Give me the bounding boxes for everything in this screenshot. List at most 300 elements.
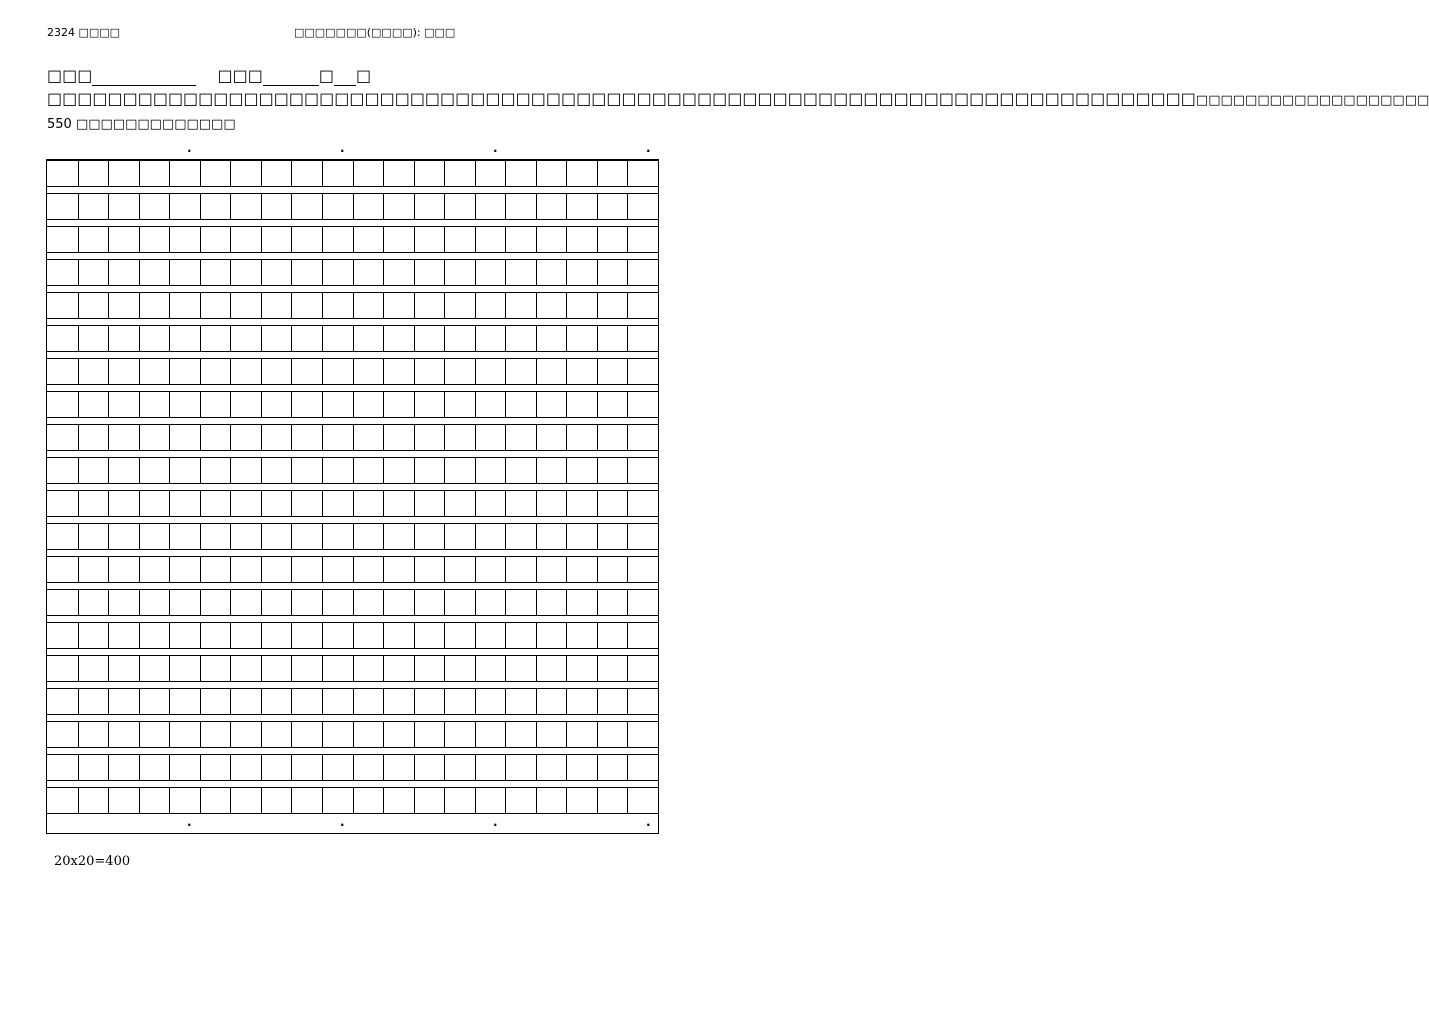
- grid-cell[interactable]: [505, 293, 536, 318]
- grid-cell[interactable]: [353, 326, 384, 351]
- grid-cell[interactable]: [566, 524, 597, 549]
- grid-cell[interactable]: [536, 722, 567, 747]
- grid-cell[interactable]: [536, 491, 567, 516]
- grid-cell[interactable]: [78, 491, 109, 516]
- grid-cell[interactable]: [108, 689, 139, 714]
- grid-cell[interactable]: [230, 359, 261, 384]
- grid-cell[interactable]: [414, 524, 445, 549]
- grid-cell[interactable]: [322, 590, 353, 615]
- grid-cell[interactable]: [566, 755, 597, 780]
- grid-cell[interactable]: [322, 359, 353, 384]
- grid-cell[interactable]: [475, 194, 506, 219]
- grid-cell[interactable]: [597, 458, 628, 483]
- grid-cell[interactable]: [139, 293, 170, 318]
- grid-cell[interactable]: [230, 788, 261, 813]
- grid-cell[interactable]: [353, 689, 384, 714]
- grid-cell[interactable]: [536, 656, 567, 681]
- grid-cell[interactable]: [597, 161, 628, 186]
- grid-cell[interactable]: [291, 227, 322, 252]
- grid-cell[interactable]: [169, 755, 200, 780]
- grid-cell[interactable]: [108, 524, 139, 549]
- grid-cell[interactable]: [139, 260, 170, 285]
- grid-cell[interactable]: [383, 293, 414, 318]
- grid-cell[interactable]: [261, 656, 292, 681]
- grid-cell[interactable]: [108, 557, 139, 582]
- grid-cell[interactable]: [230, 392, 261, 417]
- grid-cell[interactable]: [414, 491, 445, 516]
- grid-cell[interactable]: [322, 656, 353, 681]
- grid-cell[interactable]: [383, 425, 414, 450]
- grid-cell[interactable]: [627, 590, 658, 615]
- grid-cell[interactable]: [444, 260, 475, 285]
- grid-cell[interactable]: [627, 260, 658, 285]
- grid-cell[interactable]: [78, 260, 109, 285]
- grid-cell[interactable]: [200, 689, 231, 714]
- grid-cell[interactable]: [291, 425, 322, 450]
- grid-cell[interactable]: [597, 623, 628, 648]
- grid-cell[interactable]: [444, 359, 475, 384]
- grid-cell[interactable]: [566, 458, 597, 483]
- grid-cell[interactable]: [475, 557, 506, 582]
- grid-cell[interactable]: [261, 227, 292, 252]
- grid-cell[interactable]: [353, 524, 384, 549]
- grid-cell[interactable]: [261, 722, 292, 747]
- grid-cell[interactable]: [261, 293, 292, 318]
- grid-cell[interactable]: [139, 755, 170, 780]
- grid-cell[interactable]: [566, 557, 597, 582]
- grid-cell[interactable]: [505, 392, 536, 417]
- grid-cell[interactable]: [322, 293, 353, 318]
- grid-cell[interactable]: [475, 656, 506, 681]
- grid-cell[interactable]: [353, 722, 384, 747]
- grid-cell[interactable]: [108, 590, 139, 615]
- grid-cell[interactable]: [597, 755, 628, 780]
- grid-cell[interactable]: [200, 392, 231, 417]
- grid-cell[interactable]: [505, 227, 536, 252]
- grid-cell[interactable]: [597, 227, 628, 252]
- grid-cell[interactable]: [475, 260, 506, 285]
- grid-cell[interactable]: [291, 722, 322, 747]
- grid-cell[interactable]: [169, 524, 200, 549]
- grid-cell[interactable]: [230, 194, 261, 219]
- grid-cell[interactable]: [505, 161, 536, 186]
- grid-cell[interactable]: [383, 458, 414, 483]
- grid-cell[interactable]: [414, 161, 445, 186]
- grid-cell[interactable]: [383, 194, 414, 219]
- grid-cell[interactable]: [169, 623, 200, 648]
- grid-cell[interactable]: [383, 161, 414, 186]
- grid-cell[interactable]: [322, 755, 353, 780]
- grid-cell[interactable]: [108, 755, 139, 780]
- grid-cell[interactable]: [291, 260, 322, 285]
- grid-cell[interactable]: [230, 524, 261, 549]
- grid-cell[interactable]: [169, 260, 200, 285]
- grid-cell[interactable]: [353, 227, 384, 252]
- grid-cell[interactable]: [566, 722, 597, 747]
- grid-cell[interactable]: [414, 788, 445, 813]
- grid-cell[interactable]: [414, 194, 445, 219]
- grid-cell[interactable]: [139, 425, 170, 450]
- grid-cell[interactable]: [627, 656, 658, 681]
- grid-cell[interactable]: [444, 755, 475, 780]
- grid-cell[interactable]: [475, 161, 506, 186]
- grid-cell[interactable]: [291, 590, 322, 615]
- grid-cell[interactable]: [475, 425, 506, 450]
- grid-cell[interactable]: [444, 425, 475, 450]
- grid-cell[interactable]: [444, 689, 475, 714]
- grid-cell[interactable]: [169, 458, 200, 483]
- grid-cell[interactable]: [536, 359, 567, 384]
- grid-cell[interactable]: [475, 326, 506, 351]
- grid-cell[interactable]: [139, 458, 170, 483]
- grid-cell[interactable]: [108, 293, 139, 318]
- grid-cell[interactable]: [536, 194, 567, 219]
- grid-cell[interactable]: [566, 689, 597, 714]
- grid-cell[interactable]: [627, 194, 658, 219]
- grid-cell[interactable]: [566, 326, 597, 351]
- grid-cell[interactable]: [414, 689, 445, 714]
- grid-cell[interactable]: [536, 161, 567, 186]
- grid-cell[interactable]: [200, 557, 231, 582]
- grid-cell[interactable]: [414, 293, 445, 318]
- grid-cell[interactable]: [169, 392, 200, 417]
- grid-cell[interactable]: [108, 425, 139, 450]
- grid-cell[interactable]: [475, 491, 506, 516]
- grid-cell[interactable]: [169, 227, 200, 252]
- grid-cell[interactable]: [475, 788, 506, 813]
- grid-cell[interactable]: [322, 161, 353, 186]
- grid-cell[interactable]: [353, 458, 384, 483]
- grid-cell[interactable]: [139, 590, 170, 615]
- grid-cell[interactable]: [444, 458, 475, 483]
- grid-cell[interactable]: [322, 722, 353, 747]
- grid-cell[interactable]: [597, 590, 628, 615]
- grid-cell[interactable]: [230, 689, 261, 714]
- grid-cell[interactable]: [291, 326, 322, 351]
- grid-cell[interactable]: [627, 788, 658, 813]
- grid-cell[interactable]: [566, 293, 597, 318]
- grid-cell[interactable]: [536, 788, 567, 813]
- grid-cell[interactable]: [78, 194, 109, 219]
- grid-cell[interactable]: [169, 590, 200, 615]
- grid-cell[interactable]: [78, 689, 109, 714]
- grid-cell[interactable]: [505, 722, 536, 747]
- grid-cell[interactable]: [536, 524, 567, 549]
- grid-cell[interactable]: [78, 392, 109, 417]
- grid-cell[interactable]: [444, 491, 475, 516]
- grid-cell[interactable]: [230, 458, 261, 483]
- grid-cell[interactable]: [414, 623, 445, 648]
- grid-cell[interactable]: [627, 293, 658, 318]
- grid-cell[interactable]: [383, 392, 414, 417]
- grid-cell[interactable]: [230, 260, 261, 285]
- grid-cell[interactable]: [505, 458, 536, 483]
- grid-cell[interactable]: [536, 260, 567, 285]
- grid-cell[interactable]: [322, 194, 353, 219]
- grid-cell[interactable]: [200, 161, 231, 186]
- grid-cell[interactable]: [444, 326, 475, 351]
- grid-cell[interactable]: [353, 161, 384, 186]
- grid-cell[interactable]: [200, 788, 231, 813]
- grid-cell[interactable]: [444, 623, 475, 648]
- grid-cell[interactable]: [627, 425, 658, 450]
- grid-cell[interactable]: [505, 260, 536, 285]
- grid-cell[interactable]: [566, 359, 597, 384]
- grid-cell[interactable]: [200, 623, 231, 648]
- grid-cell[interactable]: [230, 161, 261, 186]
- grid-cell[interactable]: [139, 227, 170, 252]
- grid-cell[interactable]: [353, 623, 384, 648]
- grid-cell[interactable]: [475, 623, 506, 648]
- grid-cell[interactable]: [108, 788, 139, 813]
- grid-cell[interactable]: [169, 326, 200, 351]
- grid-cell[interactable]: [536, 458, 567, 483]
- grid-cell[interactable]: [505, 194, 536, 219]
- grid-cell[interactable]: [261, 161, 292, 186]
- grid-cell[interactable]: [230, 326, 261, 351]
- grid-cell[interactable]: [505, 359, 536, 384]
- grid-cell[interactable]: [169, 359, 200, 384]
- grid-cell[interactable]: [322, 491, 353, 516]
- grid-cell[interactable]: [139, 194, 170, 219]
- grid-cell[interactable]: [566, 194, 597, 219]
- grid-cell[interactable]: [566, 227, 597, 252]
- grid-cell[interactable]: [78, 227, 109, 252]
- grid-cell[interactable]: [139, 623, 170, 648]
- grid-cell[interactable]: [505, 557, 536, 582]
- grid-cell[interactable]: [322, 392, 353, 417]
- grid-cell[interactable]: [230, 590, 261, 615]
- grid-cell[interactable]: [200, 458, 231, 483]
- grid-cell[interactable]: [139, 524, 170, 549]
- grid-cell[interactable]: [261, 425, 292, 450]
- grid-cell[interactable]: [627, 326, 658, 351]
- grid-cell[interactable]: [78, 161, 109, 186]
- grid-cell[interactable]: [139, 161, 170, 186]
- grid-cell[interactable]: [353, 359, 384, 384]
- grid-cell[interactable]: [78, 524, 109, 549]
- grid-cell[interactable]: [566, 392, 597, 417]
- grid-cell[interactable]: [414, 557, 445, 582]
- grid-cell[interactable]: [322, 524, 353, 549]
- grid-cell[interactable]: [291, 557, 322, 582]
- grid-cell[interactable]: [200, 656, 231, 681]
- grid-cell[interactable]: [78, 623, 109, 648]
- grid-cell[interactable]: [627, 524, 658, 549]
- grid-cell[interactable]: [200, 722, 231, 747]
- grid-cell[interactable]: [291, 458, 322, 483]
- grid-cell[interactable]: [322, 623, 353, 648]
- grid-cell[interactable]: [108, 227, 139, 252]
- grid-cell[interactable]: [261, 788, 292, 813]
- grid-cell[interactable]: [597, 260, 628, 285]
- grid-cell[interactable]: [536, 392, 567, 417]
- grid-cell[interactable]: [444, 656, 475, 681]
- grid-cell[interactable]: [108, 491, 139, 516]
- grid-cell[interactable]: [597, 557, 628, 582]
- grid-cell[interactable]: [200, 524, 231, 549]
- grid-cell[interactable]: [78, 788, 109, 813]
- grid-cell[interactable]: [383, 755, 414, 780]
- grid-cell[interactable]: [78, 722, 109, 747]
- grid-cell[interactable]: [78, 656, 109, 681]
- grid-cell[interactable]: [322, 557, 353, 582]
- grid-cell[interactable]: [475, 359, 506, 384]
- grid-cell[interactable]: [230, 656, 261, 681]
- grid-cell[interactable]: [322, 425, 353, 450]
- grid-cell[interactable]: [505, 326, 536, 351]
- grid-cell[interactable]: [627, 359, 658, 384]
- grid-cell[interactable]: [597, 491, 628, 516]
- grid-cell[interactable]: [597, 656, 628, 681]
- grid-cell[interactable]: [475, 392, 506, 417]
- grid-cell[interactable]: [536, 227, 567, 252]
- grid-cell[interactable]: [108, 359, 139, 384]
- grid-cell[interactable]: [444, 161, 475, 186]
- grid-cell[interactable]: [169, 656, 200, 681]
- grid-cell[interactable]: [322, 326, 353, 351]
- grid-cell[interactable]: [322, 788, 353, 813]
- grid-cell[interactable]: [322, 458, 353, 483]
- grid-cell[interactable]: [169, 491, 200, 516]
- grid-cell[interactable]: [566, 623, 597, 648]
- grid-cell[interactable]: [383, 722, 414, 747]
- grid-cell[interactable]: [627, 458, 658, 483]
- grid-cell[interactable]: [383, 491, 414, 516]
- grid-cell[interactable]: [169, 722, 200, 747]
- grid-cell[interactable]: [475, 722, 506, 747]
- grid-cell[interactable]: [627, 227, 658, 252]
- grid-cell[interactable]: [627, 491, 658, 516]
- grid-cell[interactable]: [108, 392, 139, 417]
- grid-cell[interactable]: [169, 293, 200, 318]
- grid-cell[interactable]: [383, 557, 414, 582]
- grid-cell[interactable]: [169, 557, 200, 582]
- grid-cell[interactable]: [139, 491, 170, 516]
- grid-cell[interactable]: [383, 590, 414, 615]
- grid-cell[interactable]: [353, 194, 384, 219]
- grid-cell[interactable]: [230, 425, 261, 450]
- grid-cell[interactable]: [139, 689, 170, 714]
- class-blank[interactable]: [263, 67, 319, 86]
- grid-cell[interactable]: [536, 326, 567, 351]
- grid-cell[interactable]: [597, 392, 628, 417]
- grid-cell[interactable]: [383, 656, 414, 681]
- grid-cell[interactable]: [414, 260, 445, 285]
- grid-cell[interactable]: [536, 425, 567, 450]
- grid-cell[interactable]: [291, 689, 322, 714]
- grid-cell[interactable]: [475, 458, 506, 483]
- grid-cell[interactable]: [566, 425, 597, 450]
- grid-cell[interactable]: [169, 425, 200, 450]
- grid-cell[interactable]: [444, 524, 475, 549]
- grid-cell[interactable]: [566, 161, 597, 186]
- grid-cell[interactable]: [414, 590, 445, 615]
- grid-cell[interactable]: [505, 755, 536, 780]
- grid-cell[interactable]: [444, 557, 475, 582]
- grid-cell[interactable]: [353, 590, 384, 615]
- grid-cell[interactable]: [291, 524, 322, 549]
- grid-cell[interactable]: [444, 293, 475, 318]
- grid-cell[interactable]: [200, 260, 231, 285]
- grid-cell[interactable]: [414, 326, 445, 351]
- grid-cell[interactable]: [139, 557, 170, 582]
- grid-cell[interactable]: [414, 425, 445, 450]
- grid-cell[interactable]: [505, 524, 536, 549]
- grid-cell[interactable]: [353, 392, 384, 417]
- grid-cell[interactable]: [353, 557, 384, 582]
- grid-cell[interactable]: [230, 293, 261, 318]
- grid-cell[interactable]: [444, 788, 475, 813]
- grid-cell[interactable]: [627, 755, 658, 780]
- grid-cell[interactable]: [291, 788, 322, 813]
- grid-cell[interactable]: [78, 590, 109, 615]
- grid-cell[interactable]: [108, 623, 139, 648]
- grid-cell[interactable]: [505, 689, 536, 714]
- grid-cell[interactable]: [353, 260, 384, 285]
- grid-cell[interactable]: [627, 689, 658, 714]
- grid-cell[interactable]: [597, 326, 628, 351]
- grid-cell[interactable]: [444, 194, 475, 219]
- grid-cell[interactable]: [108, 722, 139, 747]
- grid-cell[interactable]: [536, 590, 567, 615]
- grid-cell[interactable]: [353, 656, 384, 681]
- grid-cell[interactable]: [291, 194, 322, 219]
- grid-cell[interactable]: [261, 491, 292, 516]
- grid-cell[interactable]: [139, 788, 170, 813]
- grid-cell[interactable]: [414, 359, 445, 384]
- grid-cell[interactable]: [414, 656, 445, 681]
- grid-cell[interactable]: [475, 689, 506, 714]
- grid-cell[interactable]: [230, 623, 261, 648]
- grid-cell[interactable]: [108, 161, 139, 186]
- grid-cell[interactable]: [108, 260, 139, 285]
- grid-cell[interactable]: [383, 359, 414, 384]
- grid-cell[interactable]: [505, 656, 536, 681]
- grid-cell[interactable]: [444, 722, 475, 747]
- grid-cell[interactable]: [291, 755, 322, 780]
- grid-cell[interactable]: [139, 359, 170, 384]
- grid-cell[interactable]: [597, 194, 628, 219]
- grid-cell[interactable]: [597, 524, 628, 549]
- composition-grid[interactable]: [46, 159, 659, 834]
- grid-cell[interactable]: [383, 623, 414, 648]
- grid-cell[interactable]: [230, 755, 261, 780]
- grid-cell[interactable]: [353, 788, 384, 813]
- grid-cell[interactable]: [536, 557, 567, 582]
- grid-cell[interactable]: [261, 557, 292, 582]
- grid-cell[interactable]: [78, 425, 109, 450]
- grid-cell[interactable]: [383, 524, 414, 549]
- grid-cell[interactable]: [383, 260, 414, 285]
- grid-cell[interactable]: [414, 755, 445, 780]
- grid-cell[interactable]: [475, 524, 506, 549]
- grid-cell[interactable]: [169, 194, 200, 219]
- grid-cell[interactable]: [230, 227, 261, 252]
- grid-cell[interactable]: [169, 161, 200, 186]
- grid-cell[interactable]: [597, 689, 628, 714]
- number-blank[interactable]: [334, 67, 356, 86]
- grid-cell[interactable]: [322, 689, 353, 714]
- grid-cell[interactable]: [475, 293, 506, 318]
- grid-cell[interactable]: [200, 326, 231, 351]
- grid-cell[interactable]: [78, 293, 109, 318]
- grid-cell[interactable]: [353, 425, 384, 450]
- grid-cell[interactable]: [536, 293, 567, 318]
- grid-cell[interactable]: [261, 623, 292, 648]
- grid-cell[interactable]: [230, 722, 261, 747]
- grid-cell[interactable]: [383, 689, 414, 714]
